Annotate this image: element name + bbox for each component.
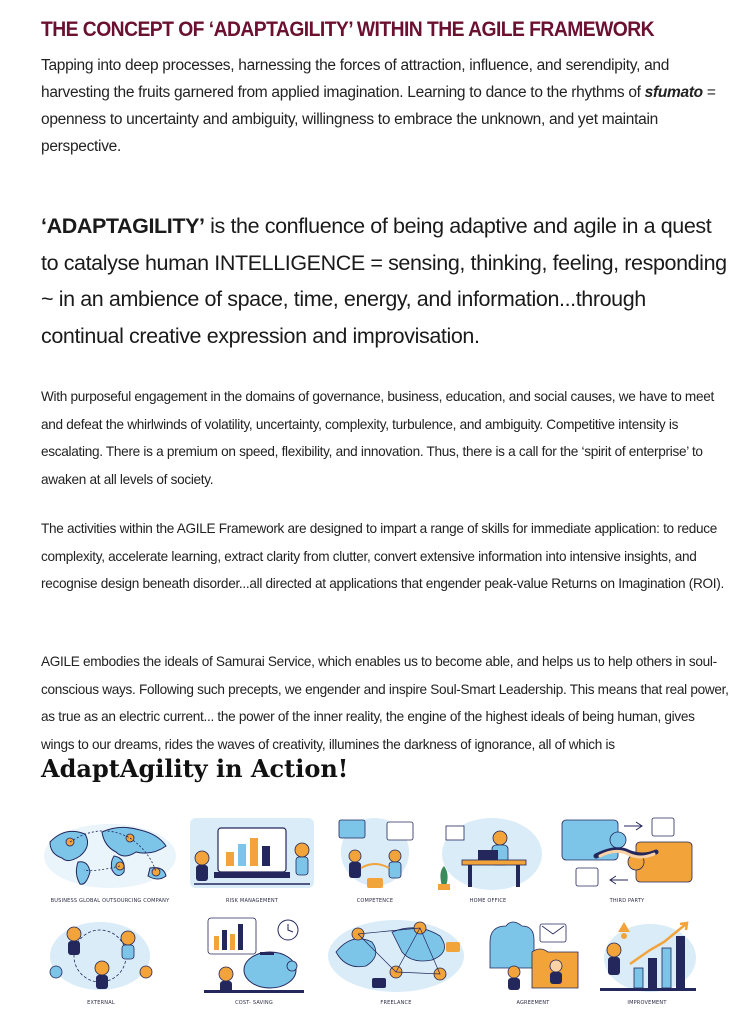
illustration-tile-competence <box>325 812 425 904</box>
intro-text-part2: = openness to uncertainty and ambiguity, willingness to embrace the unknown, and yet maintain perspective. <box>41 84 716 155</box>
body-paragraph-1: With purposeful engagement in the domains of governance, business, education, and social causes, we have to meet and defeat the whirlwinds of volatility, uncertainty, complexity, turbulence, and ambiguity. Competitive intensity is escalating. There is a premium on speed, flexibility, and innovation. Thus, there is a call for the ‘spirit of enterprise’ to awaken at all levels of society. <box>41 389 714 487</box>
risk-dashboard-icon <box>186 812 318 894</box>
illustration-tile-home-office <box>428 812 548 904</box>
intro-paragraph <box>41 52 731 160</box>
body-paragraph-3: AGILE embodies the ideals of Samurai Service, which enables us to become able, and helps us to help others in soul-conscious ways. Following such precepts, we engender and inspire Soul-Smart Leadership. This means that real power, as true as an electric current... the power of the inner reality, the engine of the highest ideals of being human, gives wings to our dreams, rides the waves of creativity, illumines the darkness of ignorance, all of which is <box>41 654 729 752</box>
growth-chart-icon <box>594 912 700 996</box>
home-office-icon <box>428 812 548 894</box>
body-paragraph-2: The activities within the AGILE Framework are designed to impart a range of skills for immediate application: to reduce complexity, accelerate learning, extract clarity from clutter, convert extensive information into intensive insights, and recognise design beneath disorder...all directed at applications that engender peak-value Returns on Imagination (ROI). <box>41 521 724 591</box>
external-network-icon <box>42 912 160 996</box>
lead-statement <box>41 208 731 354</box>
illustration-caption-home-office: HOME OFFICE <box>469 898 507 904</box>
agreement-puzzle-icon <box>482 912 584 996</box>
illustration-caption-competence: COMPETENCE <box>356 898 394 904</box>
illustration-caption-outsourcing: BUSINESS GLOBAL OUTSOURCING COMPANY <box>50 898 170 904</box>
illustration-tile-improvement <box>594 912 700 1012</box>
illustration-caption-improvement: IMPROVEMENT <box>627 1000 667 1006</box>
action-heading: AdaptAgility in Action! <box>41 754 349 783</box>
illustration-caption-agreement: AGREEMENT <box>516 1000 550 1006</box>
lead-text: is the confluence of being adaptive and agile in a quest to catalyse human INTELLIGENCE = sensing, thinking, feeling, responding ~ in an ambience of space, time, energy, and information...through continual creative expression and improvisation. <box>41 214 727 348</box>
intro-term: sfumato <box>644 84 703 101</box>
illustration-tile-outsourcing <box>40 812 180 904</box>
piggy-bank-icon <box>200 912 308 996</box>
intro-text-part1: Tapping into deep processes, harnessing the forces of attraction, influence, and serendipity, and harvesting the fruits garnered from applied imagination. Learning to dance to the rhythms of <box>41 57 670 101</box>
illustration-caption-third-party: THIRD PARTY <box>609 898 645 904</box>
world-map-icon <box>40 812 180 894</box>
illustration-caption-risk: RISK MANAGEMENT <box>225 898 279 904</box>
handshake-puzzle-icon <box>556 812 698 894</box>
lead-term: ‘ADAPTAGILITY’ <box>41 214 205 238</box>
illustration-caption-freelance: FREELANCE <box>380 1000 412 1006</box>
freelance-network-icon <box>322 912 470 996</box>
illustration-tile-agreement <box>482 912 584 1012</box>
illustration-caption-external: EXTERNAL <box>87 1000 115 1006</box>
illustration-tile-cost-saving <box>200 912 308 1012</box>
illustration-tile-external <box>42 912 160 1012</box>
illustration-tile-third-party <box>556 812 698 904</box>
illustration-caption-cost-saving: COST- SAVING <box>235 1000 273 1006</box>
illustration-tile-risk <box>186 812 318 904</box>
page-title: THE CONCEPT OF ‘ADAPTAGILITY’ WITHIN THE AGILE FRAMEWORK <box>41 18 655 41</box>
illustration-tile-freelance <box>322 912 470 1012</box>
competence-team-icon <box>325 812 425 894</box>
